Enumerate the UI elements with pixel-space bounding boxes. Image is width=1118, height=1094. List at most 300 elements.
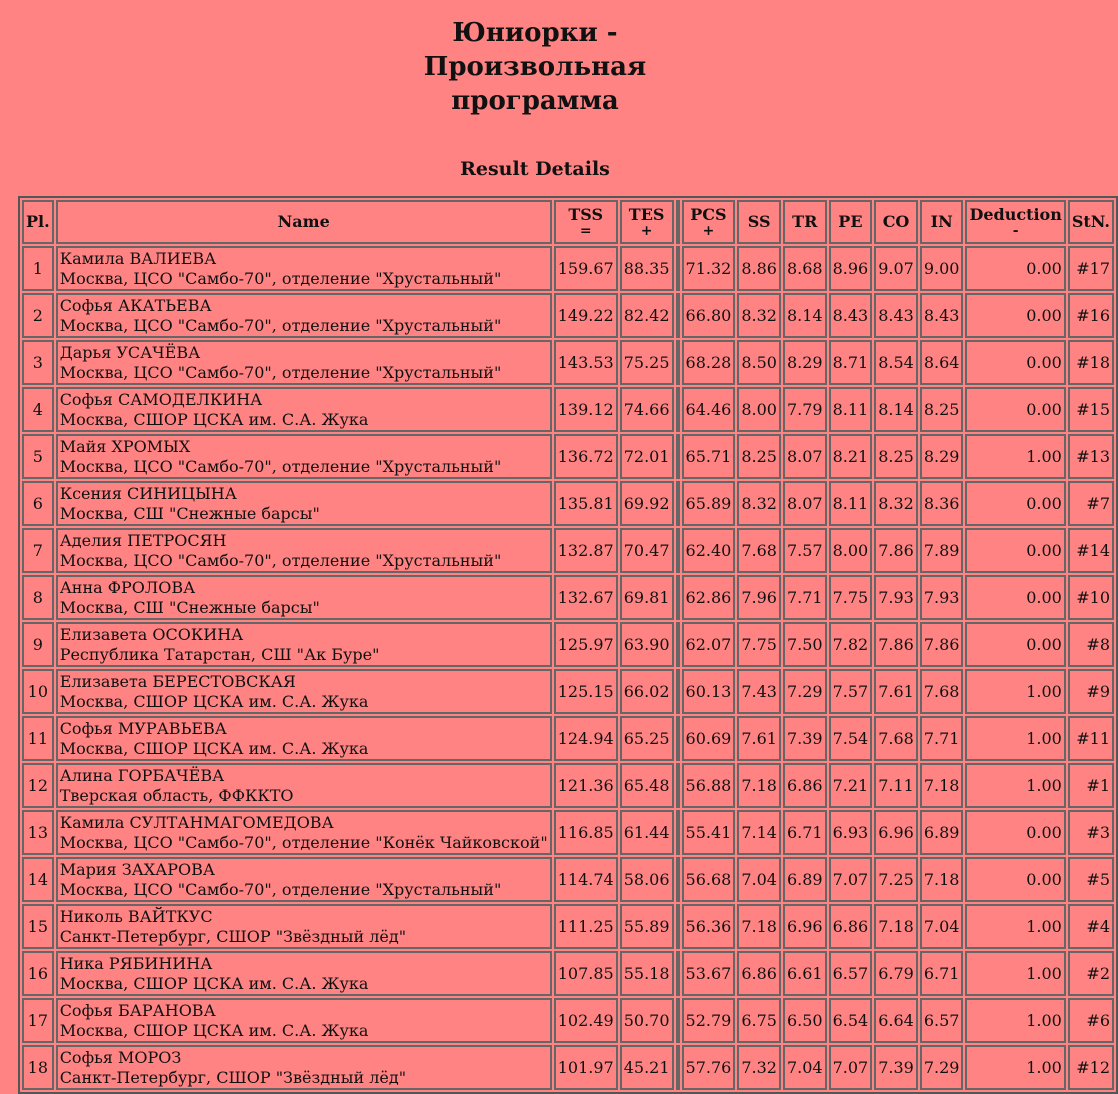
cell-tes: 74.66 (620, 387, 674, 432)
cell-tes: 66.02 (620, 669, 674, 714)
cell-ss: 7.32 (737, 1045, 781, 1090)
header-row (22, 200, 1114, 244)
cell-in: 6.57 (920, 998, 964, 1043)
cell-stn: #15 (1068, 387, 1114, 432)
cell-co: 8.14 (874, 387, 918, 432)
header-in: IN (920, 200, 964, 244)
cell-ss: 8.32 (737, 293, 781, 338)
cell-tes: 70.47 (620, 528, 674, 573)
skater-club: Москва, СШОР ЦСКА им. С.А. Жука (59, 409, 369, 429)
cell-stn: #7 (1068, 481, 1114, 526)
cell-ss: 7.61 (737, 716, 781, 761)
cell-tss: 102.49 (554, 998, 618, 1043)
cell-pcs: 65.71 (682, 434, 736, 479)
cell-deduction: 1.00 (965, 904, 1065, 949)
cell-pcs: 53.67 (682, 951, 736, 996)
cell-ss: 6.75 (737, 998, 781, 1043)
cell-deduction: 0.00 (965, 293, 1065, 338)
cell-pl: 17 (22, 998, 54, 1043)
table-row (22, 622, 1114, 667)
cell-pe: 7.21 (829, 763, 873, 808)
cell-tr: 7.50 (783, 622, 827, 667)
cell-tes: 50.70 (620, 998, 674, 1043)
cell-tr: 6.86 (783, 763, 827, 808)
cell-pcs: 64.46 (682, 387, 736, 432)
cell-tr: 7.57 (783, 528, 827, 573)
header-deduction: Deduction - (965, 200, 1065, 244)
skater-club: Москва, СШОР ЦСКА им. С.А. Жука (59, 973, 369, 993)
cell-stn: #10 (1068, 575, 1114, 620)
cell-tr: 6.61 (783, 951, 827, 996)
cell-co: 8.54 (874, 340, 918, 385)
cell-gap (676, 481, 680, 526)
table-row (22, 716, 1114, 761)
cell-co: 6.64 (874, 998, 918, 1043)
skater-name: Софья МОРОЗ (59, 1047, 182, 1067)
cell-tr: 8.07 (783, 434, 827, 479)
header-pe: PE (829, 200, 873, 244)
cell-stn: #3 (1068, 810, 1114, 855)
cell-name (56, 575, 552, 620)
cell-pe: 7.82 (829, 622, 873, 667)
cell-gap (676, 904, 680, 949)
title-line-2: Произвольная (423, 52, 647, 82)
cell-tr: 8.14 (783, 293, 827, 338)
cell-stn: #8 (1068, 622, 1114, 667)
table-row (22, 810, 1114, 855)
cell-pe: 6.57 (829, 951, 873, 996)
cell-co: 7.86 (874, 622, 918, 667)
cell-tes: 55.18 (620, 951, 674, 996)
cell-co: 7.61 (874, 669, 918, 714)
cell-stn: #17 (1068, 246, 1114, 291)
cell-tr: 6.71 (783, 810, 827, 855)
cell-tes: 61.44 (620, 810, 674, 855)
header-tss: TSS = (554, 200, 618, 244)
skater-name: Мария ЗАХАРОВА (59, 859, 216, 879)
cell-pe: 6.93 (829, 810, 873, 855)
cell-pe: 6.54 (829, 998, 873, 1043)
cell-tr: 7.29 (783, 669, 827, 714)
cell-tr: 8.07 (783, 481, 827, 526)
cell-deduction: 1.00 (965, 434, 1065, 479)
table-row (22, 293, 1114, 338)
cell-tss: 132.87 (554, 528, 618, 573)
skater-club: Москва, ЦСО "Самбо-70", отделение "Хрустальный" (59, 362, 502, 382)
cell-in: 9.00 (920, 246, 964, 291)
cell-pcs: 68.28 (682, 340, 736, 385)
cell-pcs: 66.80 (682, 293, 736, 338)
cell-tes: 69.92 (620, 481, 674, 526)
cell-deduction: 0.00 (965, 246, 1065, 291)
cell-co: 9.07 (874, 246, 918, 291)
skater-club: Москва, СШ "Снежные барсы" (59, 503, 320, 523)
cell-tss: 149.22 (554, 293, 618, 338)
cell-pl: 5 (22, 434, 54, 479)
cell-tr: 6.96 (783, 904, 827, 949)
cell-pcs: 56.88 (682, 763, 736, 808)
cell-tss: 124.94 (554, 716, 618, 761)
cell-tes: 55.89 (620, 904, 674, 949)
cell-tr: 7.04 (783, 1045, 827, 1090)
cell-deduction: 0.00 (965, 387, 1065, 432)
cell-pcs: 55.41 (682, 810, 736, 855)
table-row (22, 857, 1114, 902)
cell-stn: #5 (1068, 857, 1114, 902)
cell-ss: 7.43 (737, 669, 781, 714)
cell-stn: #2 (1068, 951, 1114, 996)
cell-stn: #18 (1068, 340, 1114, 385)
cell-pl: 15 (22, 904, 54, 949)
cell-tes: 69.81 (620, 575, 674, 620)
cell-co: 8.43 (874, 293, 918, 338)
skater-club: Санкт-Петербург, СШОР "Звёздный лёд" (59, 926, 407, 946)
cell-stn: #9 (1068, 669, 1114, 714)
cell-name (56, 528, 552, 573)
cell-co: 7.93 (874, 575, 918, 620)
cell-name (56, 857, 552, 902)
cell-pe: 7.54 (829, 716, 873, 761)
cell-pl: 1 (22, 246, 54, 291)
skater-club: Москва, ЦСО "Самбо-70", отделение "Конёк Чайковской" (59, 832, 548, 852)
cell-deduction: 0.00 (965, 340, 1065, 385)
cell-name (56, 434, 552, 479)
cell-name (56, 669, 552, 714)
cell-in: 7.93 (920, 575, 964, 620)
cell-tss: 107.85 (554, 951, 618, 996)
cell-ss: 7.18 (737, 763, 781, 808)
cell-gap (676, 716, 680, 761)
cell-tss: 135.81 (554, 481, 618, 526)
cell-co: 7.86 (874, 528, 918, 573)
cell-in: 8.36 (920, 481, 964, 526)
cell-name (56, 810, 552, 855)
cell-gap (676, 575, 680, 620)
cell-pl: 3 (22, 340, 54, 385)
cell-deduction: 1.00 (965, 1045, 1065, 1090)
cell-stn: #4 (1068, 904, 1114, 949)
cell-gap (676, 387, 680, 432)
cell-tr: 8.68 (783, 246, 827, 291)
cell-pe: 8.43 (829, 293, 873, 338)
cell-pe: 8.11 (829, 481, 873, 526)
cell-deduction: 1.00 (965, 951, 1065, 996)
cell-tss: 159.67 (554, 246, 618, 291)
cell-tes: 58.06 (620, 857, 674, 902)
cell-gap (676, 998, 680, 1043)
title-line-3: программа (451, 86, 619, 116)
table-row (22, 669, 1114, 714)
cell-stn: #16 (1068, 293, 1114, 338)
cell-co: 7.18 (874, 904, 918, 949)
cell-gap (676, 857, 680, 902)
skater-name: Софья МУРАВЬЕВА (59, 718, 227, 738)
cell-deduction: 0.00 (965, 481, 1065, 526)
table-row (22, 434, 1114, 479)
skater-name: Ника РЯБИНИНА (59, 953, 213, 973)
cell-in: 7.71 (920, 716, 964, 761)
skater-club: Москва, СШОР ЦСКА им. С.А. Жука (59, 738, 369, 758)
cell-tes: 72.01 (620, 434, 674, 479)
header-tr: TR (783, 200, 827, 244)
cell-pl: 18 (22, 1045, 54, 1090)
skater-club: Москва, СШОР ЦСКА им. С.А. Жука (59, 1020, 369, 1040)
cell-pcs: 62.07 (682, 622, 736, 667)
cell-tss: 139.12 (554, 387, 618, 432)
cell-pl: 8 (22, 575, 54, 620)
skater-name: Майя ХРОМЫХ (59, 436, 191, 456)
header-name: Name (56, 200, 552, 244)
skater-club: Санкт-Петербург, СШОР "Звёздный лёд" (59, 1067, 407, 1087)
header-pl: Pl. (22, 200, 54, 244)
cell-tss: 125.97 (554, 622, 618, 667)
table-row (22, 904, 1114, 949)
cell-in: 7.89 (920, 528, 964, 573)
cell-deduction: 0.00 (965, 528, 1065, 573)
cell-gap (676, 951, 680, 996)
skater-name: Ксения СИНИЦЫНА (59, 483, 237, 503)
cell-tes: 82.42 (620, 293, 674, 338)
cell-in: 6.71 (920, 951, 964, 996)
cell-tes: 45.21 (620, 1045, 674, 1090)
cell-gap (676, 1045, 680, 1090)
cell-name (56, 622, 552, 667)
skater-club: Москва, ЦСО "Самбо-70", отделение "Хрустальный" (59, 879, 502, 899)
skater-name: Дарья УСАЧЁВА (59, 342, 201, 362)
cell-tss: 114.74 (554, 857, 618, 902)
cell-pl: 4 (22, 387, 54, 432)
cell-pl: 13 (22, 810, 54, 855)
cell-co: 7.68 (874, 716, 918, 761)
cell-tes: 65.48 (620, 763, 674, 808)
cell-pcs: 56.68 (682, 857, 736, 902)
cell-ss: 7.04 (737, 857, 781, 902)
table-row (22, 246, 1114, 291)
cell-pl: 7 (22, 528, 54, 573)
cell-stn: #11 (1068, 716, 1114, 761)
cell-tes: 88.35 (620, 246, 674, 291)
skater-name: Софья САМОДЕЛКИНА (59, 389, 263, 409)
cell-pl: 9 (22, 622, 54, 667)
cell-pe: 8.71 (829, 340, 873, 385)
section-subtitle: Result Details (460, 158, 610, 180)
cell-pcs: 62.86 (682, 575, 736, 620)
cell-pcs: 65.89 (682, 481, 736, 526)
cell-in: 6.89 (920, 810, 964, 855)
cell-tss: 111.25 (554, 904, 618, 949)
cell-name (56, 951, 552, 996)
table-row (22, 951, 1114, 996)
skater-name: Камила ВАЛИЕВА (59, 248, 217, 268)
cell-name (56, 998, 552, 1043)
cell-gap (676, 293, 680, 338)
title-line-1: Юниорки - (452, 18, 618, 48)
table-row (22, 763, 1114, 808)
cell-pe: 7.07 (829, 857, 873, 902)
cell-stn: #6 (1068, 998, 1114, 1043)
cell-tes: 75.25 (620, 340, 674, 385)
cell-tes: 65.25 (620, 716, 674, 761)
cell-tr: 8.29 (783, 340, 827, 385)
skater-club: Москва, СШОР ЦСКА им. С.А. Жука (59, 691, 369, 711)
cell-gap (676, 763, 680, 808)
cell-deduction: 0.00 (965, 622, 1065, 667)
cell-name (56, 340, 552, 385)
cell-deduction: 0.00 (965, 575, 1065, 620)
cell-tss: 125.15 (554, 669, 618, 714)
skater-club: Москва, СШ "Снежные барсы" (59, 597, 320, 617)
cell-co: 8.25 (874, 434, 918, 479)
header-tes: TES + (620, 200, 674, 244)
cell-pcs: 71.32 (682, 246, 736, 291)
cell-co: 6.96 (874, 810, 918, 855)
skater-name: Алина ГОРБАЧЁВА (59, 765, 225, 785)
skater-name: Николь ВАЙТКУС (59, 906, 213, 926)
cell-tss: 116.85 (554, 810, 618, 855)
skater-club: Москва, ЦСО "Самбо-70", отделение "Хрустальный" (59, 550, 502, 570)
cell-tss: 143.53 (554, 340, 618, 385)
table-row (22, 528, 1114, 573)
cell-deduction: 1.00 (965, 716, 1065, 761)
cell-name (56, 387, 552, 432)
cell-in: 8.25 (920, 387, 964, 432)
cell-pl: 12 (22, 763, 54, 808)
cell-name (56, 1045, 552, 1090)
header-gap (676, 200, 680, 244)
skater-name: Елизавета ОСОКИНА (59, 624, 244, 644)
cell-pe: 6.86 (829, 904, 873, 949)
cell-stn: #14 (1068, 528, 1114, 573)
table-row (22, 481, 1114, 526)
cell-ss: 7.75 (737, 622, 781, 667)
cell-pe: 8.21 (829, 434, 873, 479)
cell-co: 6.79 (874, 951, 918, 996)
cell-name (56, 716, 552, 761)
cell-co: 7.11 (874, 763, 918, 808)
cell-tr: 6.89 (783, 857, 827, 902)
skater-name: Анна ФРОЛОВА (59, 577, 196, 597)
cell-tss: 101.97 (554, 1045, 618, 1090)
cell-in: 8.43 (920, 293, 964, 338)
cell-in: 7.18 (920, 857, 964, 902)
cell-pe: 7.57 (829, 669, 873, 714)
cell-deduction: 1.00 (965, 763, 1065, 808)
cell-gap (676, 246, 680, 291)
cell-ss: 7.96 (737, 575, 781, 620)
cell-gap (676, 669, 680, 714)
cell-gap (676, 810, 680, 855)
skater-name: Аделия ПЕТРОСЯН (59, 530, 227, 550)
cell-tr: 6.50 (783, 998, 827, 1043)
skater-name: Елизавета БЕРЕСТОВСКАЯ (59, 671, 296, 691)
cell-tss: 121.36 (554, 763, 618, 808)
cell-in: 7.29 (920, 1045, 964, 1090)
cell-ss: 7.68 (737, 528, 781, 573)
cell-name (56, 481, 552, 526)
cell-deduction: 0.00 (965, 857, 1065, 902)
cell-pl: 6 (22, 481, 54, 526)
cell-tr: 7.71 (783, 575, 827, 620)
cell-in: 8.64 (920, 340, 964, 385)
cell-ss: 7.14 (737, 810, 781, 855)
cell-in: 7.68 (920, 669, 964, 714)
cell-tr: 7.79 (783, 387, 827, 432)
cell-gap (676, 528, 680, 573)
cell-ss: 8.32 (737, 481, 781, 526)
cell-pcs: 56.36 (682, 904, 736, 949)
cell-tes: 63.90 (620, 622, 674, 667)
cell-pe: 7.75 (829, 575, 873, 620)
cell-pe: 8.00 (829, 528, 873, 573)
table-row (22, 1045, 1114, 1090)
header-stn: StN. (1068, 200, 1114, 244)
cell-ss: 8.25 (737, 434, 781, 479)
table-row (22, 387, 1114, 432)
cell-stn: #1 (1068, 763, 1114, 808)
skater-club: Москва, ЦСО "Самбо-70", отделение "Хрустальный" (59, 268, 502, 288)
cell-tr: 7.39 (783, 716, 827, 761)
cell-pe: 8.11 (829, 387, 873, 432)
header-co: CO (874, 200, 918, 244)
cell-ss: 8.50 (737, 340, 781, 385)
cell-name (56, 904, 552, 949)
cell-in: 8.29 (920, 434, 964, 479)
skater-name: Камила СУЛТАНМАГОМЕДОВА (59, 812, 334, 832)
cell-name (56, 246, 552, 291)
cell-ss: 6.86 (737, 951, 781, 996)
skater-name: Софья БАРАНОВА (59, 1000, 216, 1020)
cell-pcs: 60.69 (682, 716, 736, 761)
cell-tss: 132.67 (554, 575, 618, 620)
page-title (0, 0, 1070, 118)
skater-club: Тверская область, ФФККТО (59, 785, 294, 805)
cell-pcs: 60.13 (682, 669, 736, 714)
cell-pl: 2 (22, 293, 54, 338)
cell-ss: 8.00 (737, 387, 781, 432)
cell-pl: 14 (22, 857, 54, 902)
cell-deduction: 0.00 (965, 810, 1065, 855)
cell-pe: 8.96 (829, 246, 873, 291)
cell-deduction: 1.00 (965, 669, 1065, 714)
cell-stn: #12 (1068, 1045, 1114, 1090)
cell-ss: 8.86 (737, 246, 781, 291)
skater-name: Софья АКАТЬЕВА (59, 295, 212, 315)
cell-co: 8.32 (874, 481, 918, 526)
cell-pcs: 52.79 (682, 998, 736, 1043)
skater-club: Москва, ЦСО "Самбо-70", отделение "Хрустальный" (59, 315, 502, 335)
cell-in: 7.18 (920, 763, 964, 808)
table-row (22, 998, 1114, 1043)
header-ss: SS (737, 200, 781, 244)
cell-co: 7.39 (874, 1045, 918, 1090)
cell-pl: 16 (22, 951, 54, 996)
cell-gap (676, 340, 680, 385)
header-pcs: PCS + (682, 200, 736, 244)
table-row (22, 340, 1114, 385)
cell-name (56, 293, 552, 338)
cell-pe: 7.07 (829, 1045, 873, 1090)
skater-club: Республика Татарстан, СШ "Ак Буре" (59, 644, 380, 664)
cell-pl: 11 (22, 716, 54, 761)
cell-deduction: 1.00 (965, 998, 1065, 1043)
skater-club: Москва, ЦСО "Самбо-70", отделение "Хрустальный" (59, 456, 502, 476)
cell-pl: 10 (22, 669, 54, 714)
cell-gap (676, 622, 680, 667)
table-row (22, 575, 1114, 620)
cell-co: 7.25 (874, 857, 918, 902)
cell-gap (676, 434, 680, 479)
cell-ss: 7.18 (737, 904, 781, 949)
